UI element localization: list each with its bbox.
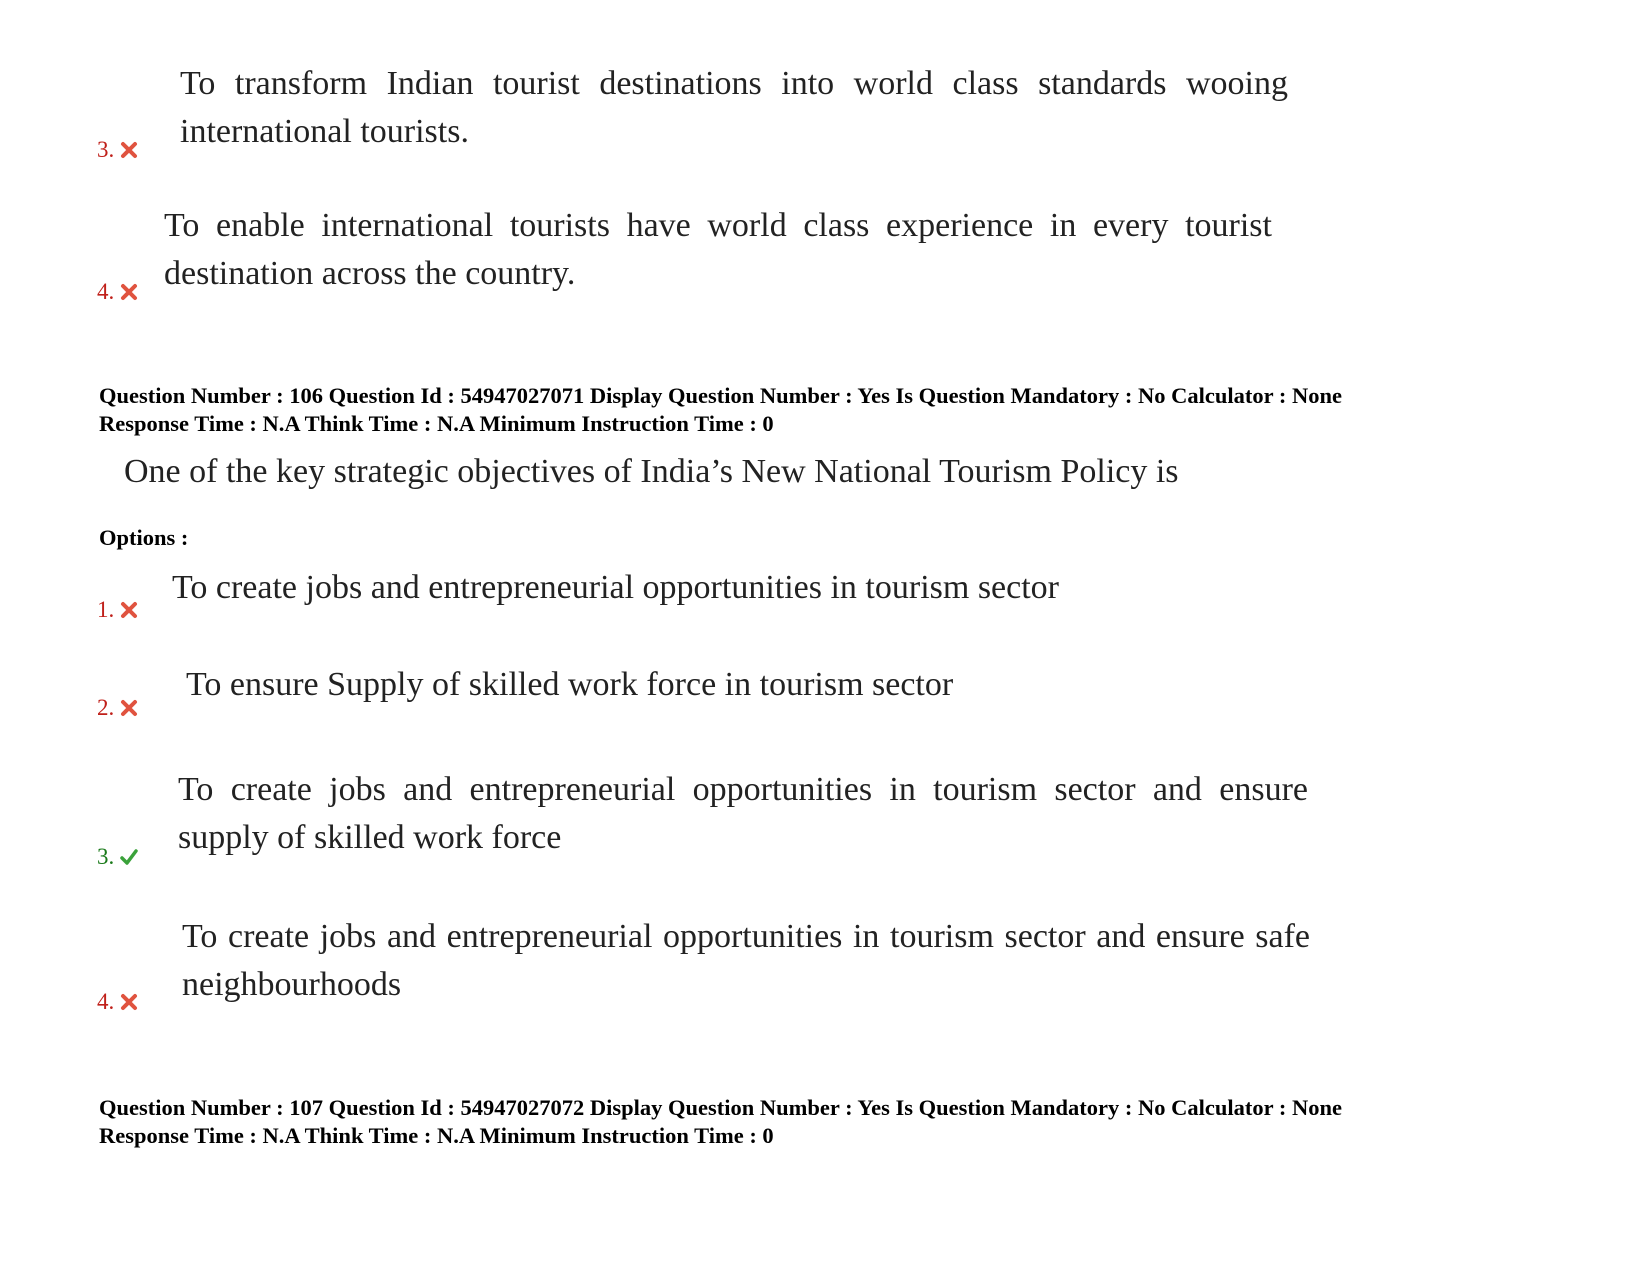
cross-icon [120, 699, 138, 717]
option-text: To create jobs and entrepreneurial opportunities in tourism sector and ensure safe neighbourhoods [182, 918, 1310, 1003]
option-number: 4. [97, 280, 138, 303]
option-text: To enable international tourists have world class experience in every tourist destination across the country. [164, 207, 1272, 292]
question-meta-line: Response Time : N.A Think Time : N.A Minimum Instruction Time : 0 [99, 411, 774, 436]
question-meta-line: Question Number : 107 Question Id : 54947027072 Display Question Number : Yes Is Question Mandatory : No Calculator : None [99, 1095, 1342, 1120]
option-number: 1. [97, 598, 138, 621]
question-meta [99, 382, 1342, 438]
question-text: One of the key strategic objectives of India’s New National Tourism Policy is [124, 453, 1179, 490]
cross-icon [120, 141, 138, 159]
option-text: To ensure Supply of skilled work force in tourism sector [186, 666, 954, 703]
option-number: 3. [97, 845, 138, 868]
cross-icon [120, 601, 138, 619]
option-number: 2. [97, 696, 138, 719]
check-icon [120, 848, 138, 866]
question-meta-line: Response Time : N.A Think Time : N.A Minimum Instruction Time : 0 [99, 1123, 774, 1148]
option-text: To create jobs and entrepreneurial opportunities in tourism sector [172, 569, 1060, 606]
option-number: 3. [97, 138, 138, 161]
options-label: Options : [99, 525, 189, 550]
cross-icon [120, 283, 138, 301]
option-text: To create jobs and entrepreneurial opportunities in tourism sector and ensure supply of skilled work force [178, 771, 1308, 856]
option-number: 4. [97, 990, 138, 1013]
question-meta [99, 1094, 1342, 1150]
option-text: To transform Indian tourist destinations into world class standards wooing international tourists. [180, 65, 1288, 150]
cross-icon [120, 993, 138, 1011]
question-meta-line: Question Number : 106 Question Id : 54947027071 Display Question Number : Yes Is Question Mandatory : No Calculator : None [99, 383, 1342, 408]
